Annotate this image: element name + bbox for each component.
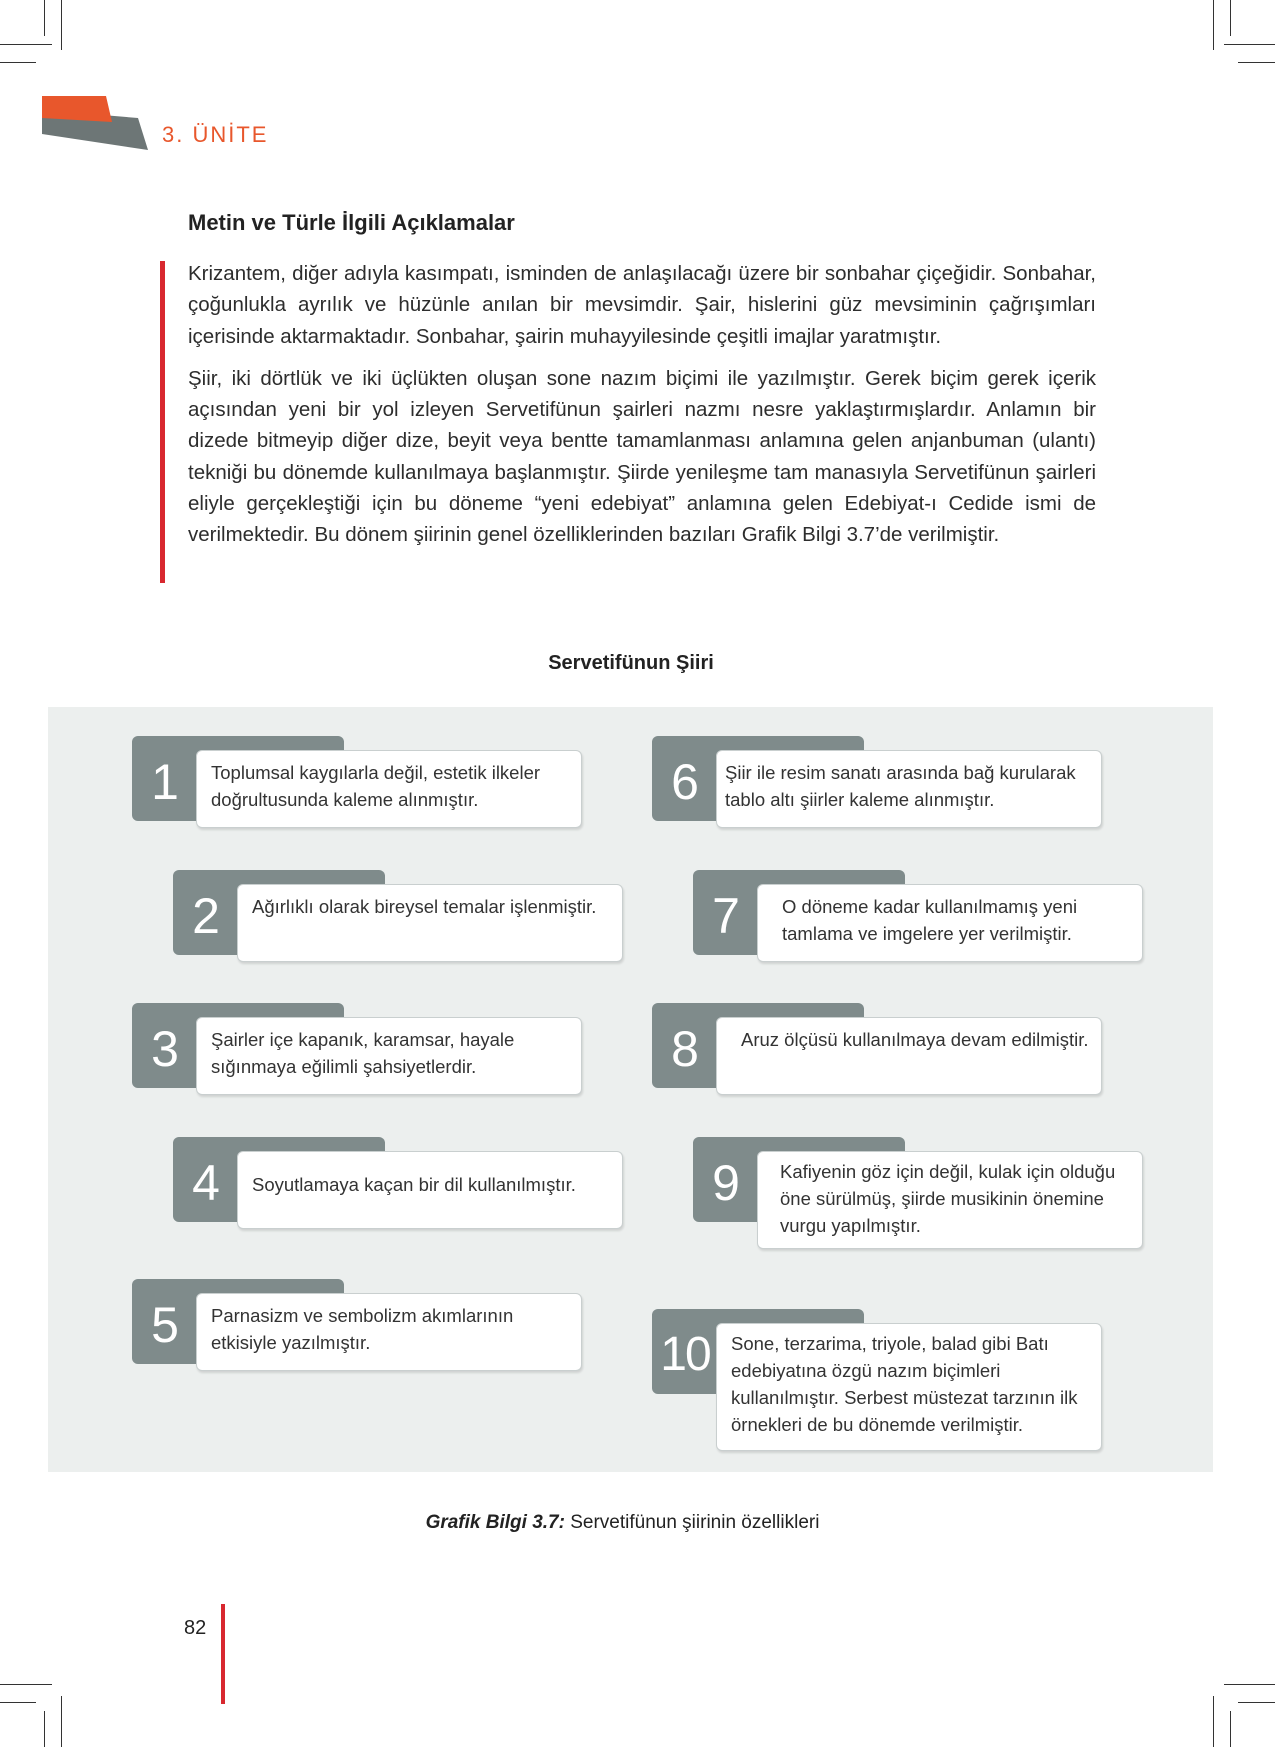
item-card: Parnasizm ve sembolizm akımlarının etkisiyle yazılmıştır. [196, 1293, 582, 1371]
item-number: 1 [151, 754, 179, 810]
item-number: 8 [671, 1021, 699, 1077]
item-number: 2 [192, 888, 220, 944]
section-heading: Metin ve Türle İlgili Açıklamalar [188, 210, 515, 235]
infographic-title: Servetifünun Şiiri [548, 652, 714, 674]
paragraph: Krizantem, diğer adıyla kasımpatı, isminden de anlaşılacağı üzere bir sonbahar çiçeğidir. Sonbahar, çoğunlukla ayrılık ve hüzünle anılan bir mevsimdir. Şair, hislerini güz mevsiminin çağrışımları içerisinde aktarmaktadır. Sonbahar, şairin muhayyilesinde çeşitli imajlar yaratmıştır. [188, 262, 1096, 348]
item-number: 3 [151, 1021, 179, 1077]
item-card: Ağırlıklı olarak bireysel temalar işlenmiştir. [237, 884, 623, 962]
item-card: Şairler içe kapanık, karamsar, hayale sığınmaya eğilimli şahsiyetlerdir. [196, 1017, 582, 1095]
footer-accent-bar [221, 1604, 225, 1704]
figure-caption [0, 1512, 1245, 1534]
section-body [188, 258, 1096, 562]
item-card: Kafiyenin göz için değil, kulak için olduğu öne sürülmüş, şiirde musikinin önemine vurgu yapılmıştır. [757, 1151, 1143, 1249]
crop-mark [0, 44, 52, 45]
page-number: 82 [184, 1617, 207, 1639]
item-card: Sone, terzarima, triyole, balad gibi Batı edebiyatına özgü nazım biçimleri kullanılmıştır. Serbest müstezat tarzının ilk örnekleri de bu dönemde verilmiştir. [716, 1323, 1102, 1451]
crop-mark [1230, 0, 1231, 36]
item-number: 6 [671, 754, 699, 810]
crop-mark [1238, 1702, 1275, 1703]
crop-mark [1238, 62, 1275, 63]
crop-mark [0, 62, 36, 63]
item-number: 10 [660, 1328, 710, 1381]
unit-tab-graphic [42, 96, 148, 150]
caption-label: Grafik Bilgi 3.7: [425, 1512, 565, 1533]
crop-mark [1213, 1696, 1214, 1747]
item-number: 7 [712, 888, 740, 944]
item-card: Soyutlamaya kaçan bir dil kullanılmıştır. [237, 1151, 623, 1229]
crop-mark [1224, 1684, 1275, 1685]
unit-title: 3. ÜNİTE [162, 122, 269, 147]
crop-mark [61, 1696, 62, 1747]
item-number: 5 [151, 1297, 179, 1353]
crop-mark [0, 1702, 36, 1703]
item-card: Şiir ile resim sanatı arasında bağ kurularak tablo altı şiirler kaleme alınmıştır. [716, 750, 1102, 828]
crop-mark [1213, 0, 1214, 50]
item-card: Toplumsal kaygılarla değil, estetik ilkeler doğrultusunda kaleme alınmıştır. [196, 750, 582, 828]
crop-mark [44, 0, 45, 36]
section-accent-bar [160, 261, 165, 583]
item-card: Aruz ölçüsü kullanılmaya devam edilmiştir. [716, 1017, 1102, 1095]
item-card: O döneme kadar kullanılmamış yeni tamlama ve imgelere yer verilmiştir. [757, 884, 1143, 962]
crop-mark [0, 1684, 52, 1685]
crop-mark [1230, 1711, 1231, 1747]
crop-mark [61, 0, 62, 50]
item-number: 4 [192, 1155, 220, 1211]
caption-text: Servetifünun şiirinin özellikleri [564, 1512, 820, 1533]
paragraph: Şiir, iki dörtlük ve iki üçlükten oluşan sone nazım biçimi ile yazılmıştır. Gerek biçim gerek içerik açısından yeni bir yol izleyen Servetifünun şairleri nazmı nesre yaklaştırmışlardır. Anlamın bir dizede bitmeyip diğer dize, beyit veya bentte tamamlanması anlamına gelen anjanbuman (ulantı) tekniği bu dönemde kullanılmaya başlanmıştır. Şiirde yenileşme tam manasıyla Servetifünun şairleri eliyle gerçekleştiği için bu döneme “yeni edebiyat” anlamına gelen Edebiyat-ı Cedide ismi de verilmektedir. Bu dönem şiirinin genel özelliklerinden bazıları Grafik Bilgi 3.7’de verilmiştir. [188, 366, 1096, 547]
crop-mark [44, 1711, 45, 1747]
crop-mark [1224, 44, 1275, 45]
item-number: 9 [712, 1155, 740, 1211]
